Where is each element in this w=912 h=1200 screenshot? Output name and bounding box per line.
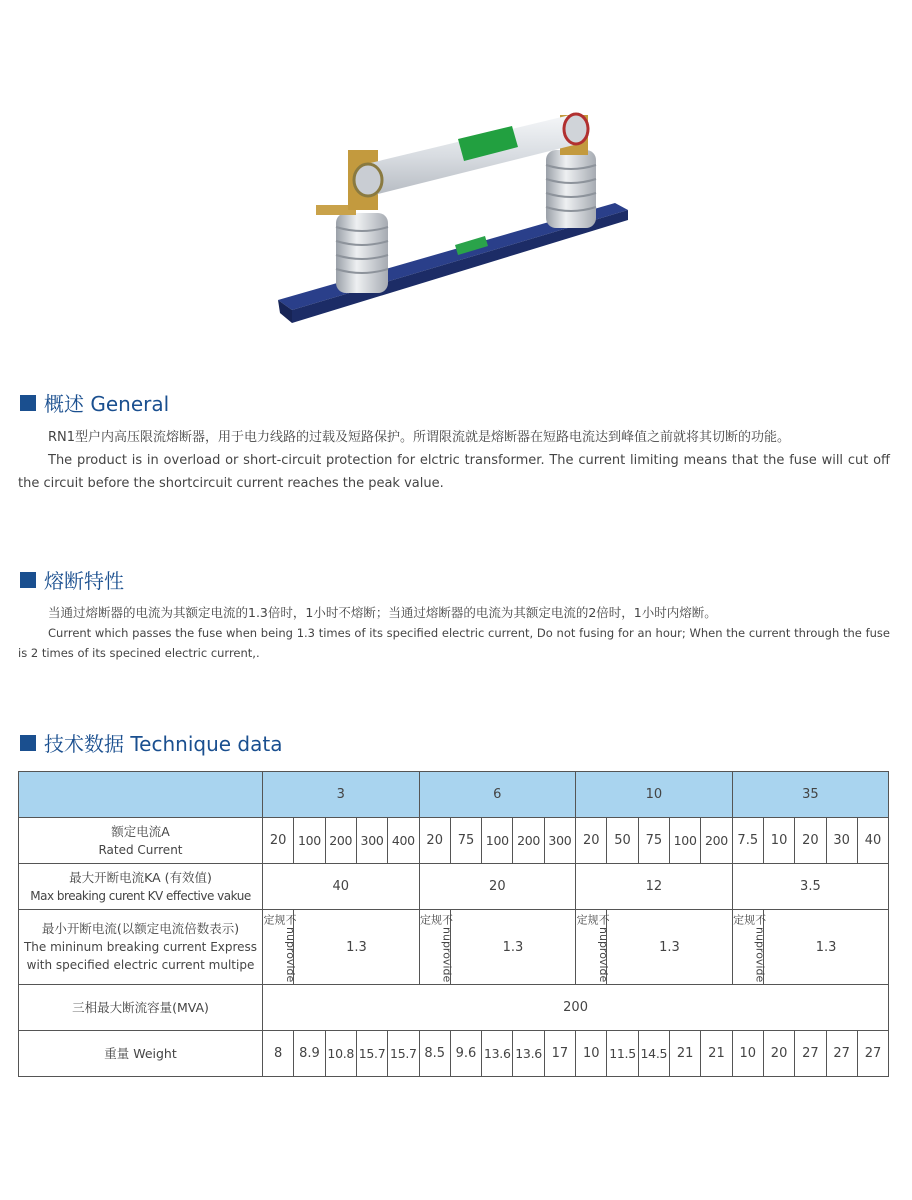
table-row-weight [19,1031,889,1077]
weight-cell: 27 [826,1031,857,1077]
min-breaking-label-en-1: The mininum breaking current Express [23,940,258,954]
capacity-cell: 200 [263,985,889,1031]
rated-current-cell: 100 [482,818,513,864]
technique-data-table [18,771,889,1077]
min-breaking-unspecified-cell [575,910,611,985]
weight-cell: 21 [701,1031,732,1077]
voltage-cell: 6 [419,772,576,818]
voltage-cell: 35 [732,772,889,818]
rated-current-cell: 300 [544,818,575,864]
weight-cell: 15.7 [388,1031,419,1077]
rated-current-cell: 200 [325,818,356,864]
weight-cell: 15.7 [356,1031,387,1077]
table-row-min-breaking [19,910,889,985]
weight-cell: 8.9 [294,1031,325,1077]
weight-cell: 14.5 [638,1031,669,1077]
weight-cell: 10 [576,1031,607,1077]
voltage-cell: 3 [263,772,420,818]
max-breaking-cell: 3.5 [732,864,889,910]
rated-current-cell: 100 [294,818,325,864]
rated-current-cell: 400 [388,818,419,864]
table-row-capacity [19,985,889,1031]
rated-current-cell: 30 [826,818,857,864]
rated-current-label-zh: 额定电流A [111,823,170,839]
min-breaking-label-zh: 最小开断电流(以额定电流倍数表示) [41,921,240,936]
unspecified-en: nuprovide [284,926,297,982]
weight-cell: 20 [763,1031,794,1077]
table-row-max-breaking [19,864,889,910]
unspecified-zh: 不规定 [731,913,767,925]
weight-cell: 11.5 [607,1031,638,1077]
min-breaking-cell: 1.3 [294,910,419,985]
rated-current-cell: 20 [795,818,826,864]
section-title-technique [20,728,282,757]
min-breaking-unspecified-cell [262,910,297,985]
weight-cell: 17 [544,1031,575,1077]
unspecified-en: nuprovide [597,926,611,982]
product-photo [270,95,640,345]
min-breaking-unspecified-cell [418,910,454,985]
min-breaking-label-en-2: with specified electric current multipe [26,958,255,972]
weight-cell: 21 [669,1031,700,1077]
max-breaking-label-zh: 最大开断电流KA (有效值) [69,869,212,885]
min-breaking-cell: 1.3 [450,910,575,985]
rated-current-cell: 50 [607,818,638,864]
general-title: 概述 General [44,392,170,416]
weight-label: 重量 Weight [19,1031,263,1077]
unspecified-en: nuprovide [440,926,454,982]
section-bullet-icon [20,735,36,751]
unspecified-zh: 不规定 [262,913,297,925]
general-description [18,426,890,495]
max-breaking-label-en: Max breaking curent KV effective vakue [30,888,251,903]
rated-current-cell: 7.5 [732,818,763,864]
min-breaking-unspecified-cell [731,910,767,985]
header-blank-cell [19,772,263,818]
fusing-description [18,603,890,663]
rated-current-label [19,818,263,864]
rated-current-cell: 10 [763,818,794,864]
min-breaking-label [19,910,263,985]
max-breaking-cell: 12 [576,864,733,910]
rated-current-cell: 75 [450,818,481,864]
section-title-general [20,388,169,417]
weight-cell: 8 [263,1031,294,1077]
voltage-cell: 10 [576,772,733,818]
unspecified-en: nuprovide [753,926,767,982]
rated-current-cell: 200 [701,818,732,864]
unspecified-zh: 不规定 [418,913,454,925]
rated-current-cell: 200 [513,818,544,864]
fusing-text-zh: 当通过熔断器的电流为其额定电流的1.3倍时，1小时不熔断；当通过熔断器的电流为其额定电流的2倍时，1小时内熔断。 [48,605,717,620]
technique-title: 技术数据 Technique data [44,732,283,756]
general-text-zh: RN1型户内高压限流熔断器，用于电力线路的过载及短路保护。所谓限流就是熔断器在短路电流达到峰值之前就将其切断的功能。 [48,430,791,445]
max-breaking-cell: 20 [419,864,576,910]
fusing-title: 熔断特性 [44,569,124,593]
weight-cell: 10 [732,1031,763,1077]
rated-current-cell: 20 [263,818,294,864]
weight-cell: 8.5 [419,1031,450,1077]
rated-current-cell: 75 [638,818,669,864]
min-breaking-cell: 1.3 [607,910,732,985]
section-bullet-icon [20,395,36,411]
weight-cell: 13.6 [482,1031,513,1077]
rated-current-cell: 100 [669,818,700,864]
unspecified-zh: 不规定 [575,913,611,925]
rated-current-label-en: Rated Current [98,842,183,857]
weight-cell: 27 [795,1031,826,1077]
weight-cell: 10.8 [325,1031,356,1077]
rated-current-cell: 300 [356,818,387,864]
max-breaking-label [19,864,263,910]
section-bullet-icon [20,572,36,588]
weight-cell: 13.6 [513,1031,544,1077]
max-breaking-cell: 40 [263,864,420,910]
table-row-rated-current [19,818,889,864]
table-header-row [19,772,889,818]
section-title-fusing [20,565,124,594]
rated-current-cell: 20 [576,818,607,864]
fusing-text-en: Current which passes the fuse when being 1.3 times of its specified electric current, Do not fusing for an hour; When the current through the fuse is 2 times of its specined electric current,. [18,626,890,660]
min-breaking-cell: 1.3 [763,910,888,985]
rated-current-cell: 20 [419,818,450,864]
weight-cell: 27 [857,1031,888,1077]
weight-cell: 9.6 [450,1031,481,1077]
general-text-en: The product is in overload or short-circuit protection for elctric transformer. The current limiting means that the fuse will cut off the circuit before the shortcircuit current reaches the peak value. [18,453,890,491]
rated-current-cell: 40 [857,818,888,864]
capacity-label: 三相最大断流容量(MVA) [19,985,263,1031]
